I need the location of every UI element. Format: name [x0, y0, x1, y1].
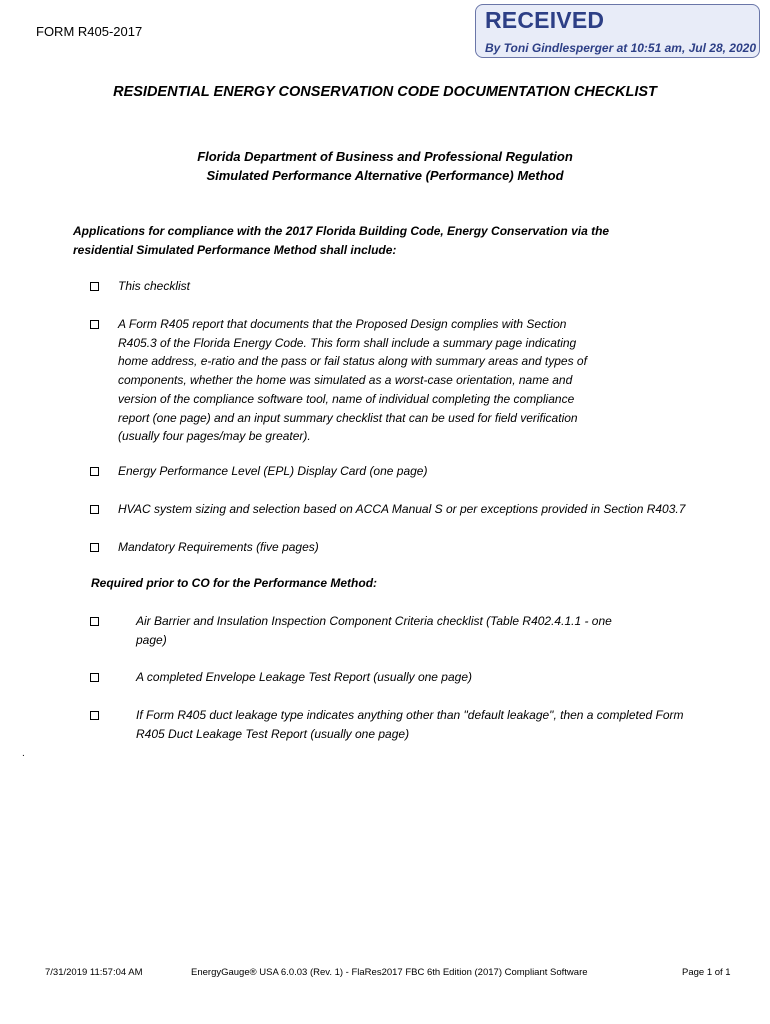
checkbox-mandatory-requirements[interactable]: [90, 543, 99, 552]
checkbox-hvac-sizing[interactable]: [90, 505, 99, 514]
checklist-item: A Form R405 report that documents that the Proposed Design complies with Section R405.3 of the Florida Energy Code. This form shall include a summary page indicating home address, e-ratio and the pass or fail status along with summary areas and types of components, whether the home was simulated as a worst-case orientation, name and version of the compliance software tool, name of individual completing the compliance report (one page) and an input summary checklist that can be used for field verification (usually four pages/may be greater).: [118, 317, 587, 444]
stamp-title: RECEIVED: [485, 7, 605, 33]
intro-line-1: Applications for compliance with the 2017 Florida Building Code, Energy Conservation via the: [73, 224, 610, 238]
footer-page-number: Page 1 of 1: [682, 967, 731, 978]
checklist-item: This checklist: [118, 279, 191, 293]
document-title: RESIDENTIAL ENERGY CONSERVATION CODE DOCUMENTATION CHECKLIST: [113, 84, 657, 100]
checkbox-air-barrier-checklist[interactable]: [90, 617, 99, 626]
checklist-item: Mandatory Requirements (five pages): [118, 540, 319, 554]
intro-line-2: residential Simulated Performance Method shall include:: [73, 242, 397, 257]
required-item: A completed Envelope Leakage Test Report (usually one page): [136, 670, 472, 684]
subtitle-method: Simulated Performance Alternative (Performance) Method: [206, 168, 564, 183]
intro-text: [73, 222, 673, 259]
required-item: If Form R405 duct leakage type indicates anything other than "default leakage", then a completed Form R405 Duct Leakage Test Report (usually one page): [136, 708, 684, 741]
stray-mark: .: [22, 748, 25, 759]
checkbox-envelope-leakage-report[interactable]: [90, 673, 99, 682]
checkbox-this-checklist[interactable]: [90, 282, 99, 291]
required-item: Air Barrier and Insulation Inspection Component Criteria checklist (Table R402.4.1.1 - one page): [136, 614, 612, 647]
stamp-subtitle: By Toni Gindlesperger at 10:51 am, Jul 28, 2020: [485, 41, 757, 55]
checkbox-form-r405-report[interactable]: [90, 320, 99, 329]
checklist-item: HVAC system sizing and selection based on ACCA Manual S or per exceptions provided in Section R403.7: [118, 502, 686, 516]
received-stamp: [475, 4, 760, 58]
checklist-item: Energy Performance Level (EPL) Display Card (one page): [118, 464, 428, 478]
footer-software: EnergyGauge® USA 6.0.03 (Rev. 1) - FlaRes2017 FBC 6th Edition (2017) Compliant Software: [191, 967, 588, 978]
required-heading: Required prior to CO for the Performance Method:: [91, 576, 378, 590]
footer-timestamp: 7/31/2019 11:57:04 AM: [45, 967, 143, 978]
checkbox-duct-leakage-report[interactable]: [90, 711, 99, 720]
subtitle-agency: Florida Department of Business and Professional Regulation: [197, 149, 573, 164]
form-id: FORM R405-2017: [36, 24, 143, 39]
checkbox-epl-display-card[interactable]: [90, 467, 99, 476]
